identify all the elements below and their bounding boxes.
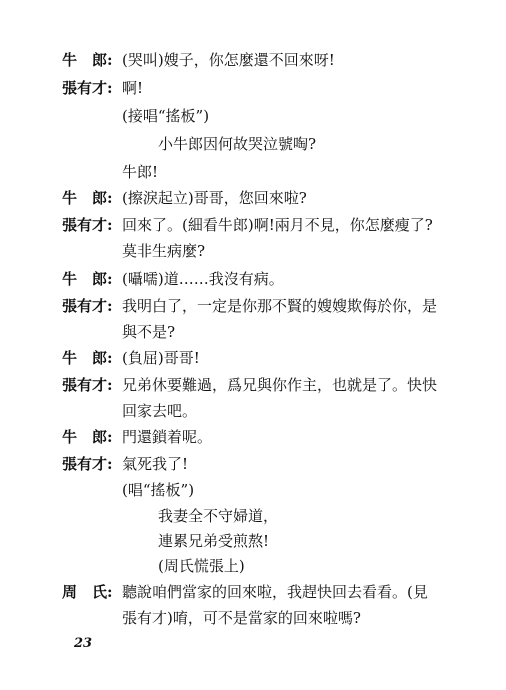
- dialog-line: [0, 211, 506, 239]
- dialog-text: 我明白了，一定是你那不賢的嫂嫂欺侮於你，是: [122, 297, 438, 315]
- speaker-name: 牛 郎:: [62, 189, 113, 207]
- dialog-line: [0, 371, 506, 399]
- speaker-name: 張有才:: [62, 216, 113, 234]
- dialog-line: [0, 344, 506, 372]
- continuation-line: [0, 318, 506, 346]
- dialog-line: [0, 578, 506, 606]
- dialog-line: [0, 46, 506, 74]
- continuation-line: [0, 397, 506, 425]
- stage-direction: (接唱“搖板”): [122, 107, 210, 125]
- dialog-line: [0, 265, 506, 293]
- stage-direction: (唱“搖板”): [122, 481, 195, 499]
- dialog-text: 莫非生病麼?: [122, 242, 206, 260]
- dialog-text: 回家去吧。: [122, 402, 198, 420]
- dialog-line: [0, 292, 506, 320]
- speaker-name: 牛 郎:: [62, 270, 113, 288]
- dialog-line: [0, 184, 506, 212]
- sung-line: [0, 527, 506, 555]
- dialog-text: 氣死我了!: [122, 455, 189, 473]
- lyric-text: 連累兄弟受煎熬!: [158, 532, 270, 550]
- lyric-text: 我妻全不守婦道，: [158, 507, 279, 525]
- speaker-name: 牛 郎:: [62, 51, 113, 69]
- dialog-text: 聽說咱們當家的回來啦，我趕快回去看看。(見: [122, 583, 428, 601]
- speaker-name: 張有才:: [62, 455, 113, 473]
- sung-line: [0, 130, 506, 158]
- speaker-name: 周 氏:: [62, 583, 113, 601]
- stage-direction-line: [0, 476, 506, 504]
- speaker-name: 牛 郎:: [62, 428, 113, 446]
- speaker-name: 張有才:: [62, 79, 113, 97]
- stage-direction-line: [0, 102, 506, 130]
- continuation-line: [0, 237, 506, 265]
- sung-line: [0, 502, 506, 530]
- dialog-text: 牛郎!: [122, 163, 159, 181]
- dialog-text: (囁嚅)道……我沒有病。: [122, 270, 284, 288]
- dialog-text: (哭叫)嫂子，你怎麼還不回來呀!: [122, 51, 335, 69]
- dialog-line: [0, 450, 506, 478]
- page-number: 23: [74, 636, 93, 651]
- dialog-text: (擦淚起立)哥哥，您回來啦?: [122, 189, 307, 207]
- dialog-text: 張有才)唷，可不是當家的回來啦嗎?: [122, 609, 361, 627]
- dialog-text: 與不是?: [122, 323, 176, 341]
- stage-direction: (周氏慌張上): [158, 557, 245, 575]
- lyric-text: 小牛郎因何故哭泣號啕?: [158, 135, 317, 153]
- dialog-line: [0, 74, 506, 102]
- dialog-text: 兄弟休要難過，爲兄與你作主，也就是了。快快: [122, 376, 438, 394]
- speaker-name: 牛 郎:: [62, 349, 113, 367]
- continuation-line: [0, 158, 506, 186]
- speaker-name: 張有才:: [62, 376, 113, 394]
- dialog-text: 回來了。(細看牛郎)啊!兩月不見，你怎麼瘦了?: [122, 216, 433, 234]
- dialog-text: (負屈)哥哥!: [122, 349, 200, 367]
- dialog-line: [0, 423, 506, 451]
- dialog-text: 啊!: [122, 79, 144, 97]
- continuation-line: [0, 604, 506, 632]
- stage-direction-line: [0, 552, 506, 580]
- speaker-name: 張有才:: [62, 297, 113, 315]
- dialog-text: 門還鎖着呢。: [122, 428, 213, 446]
